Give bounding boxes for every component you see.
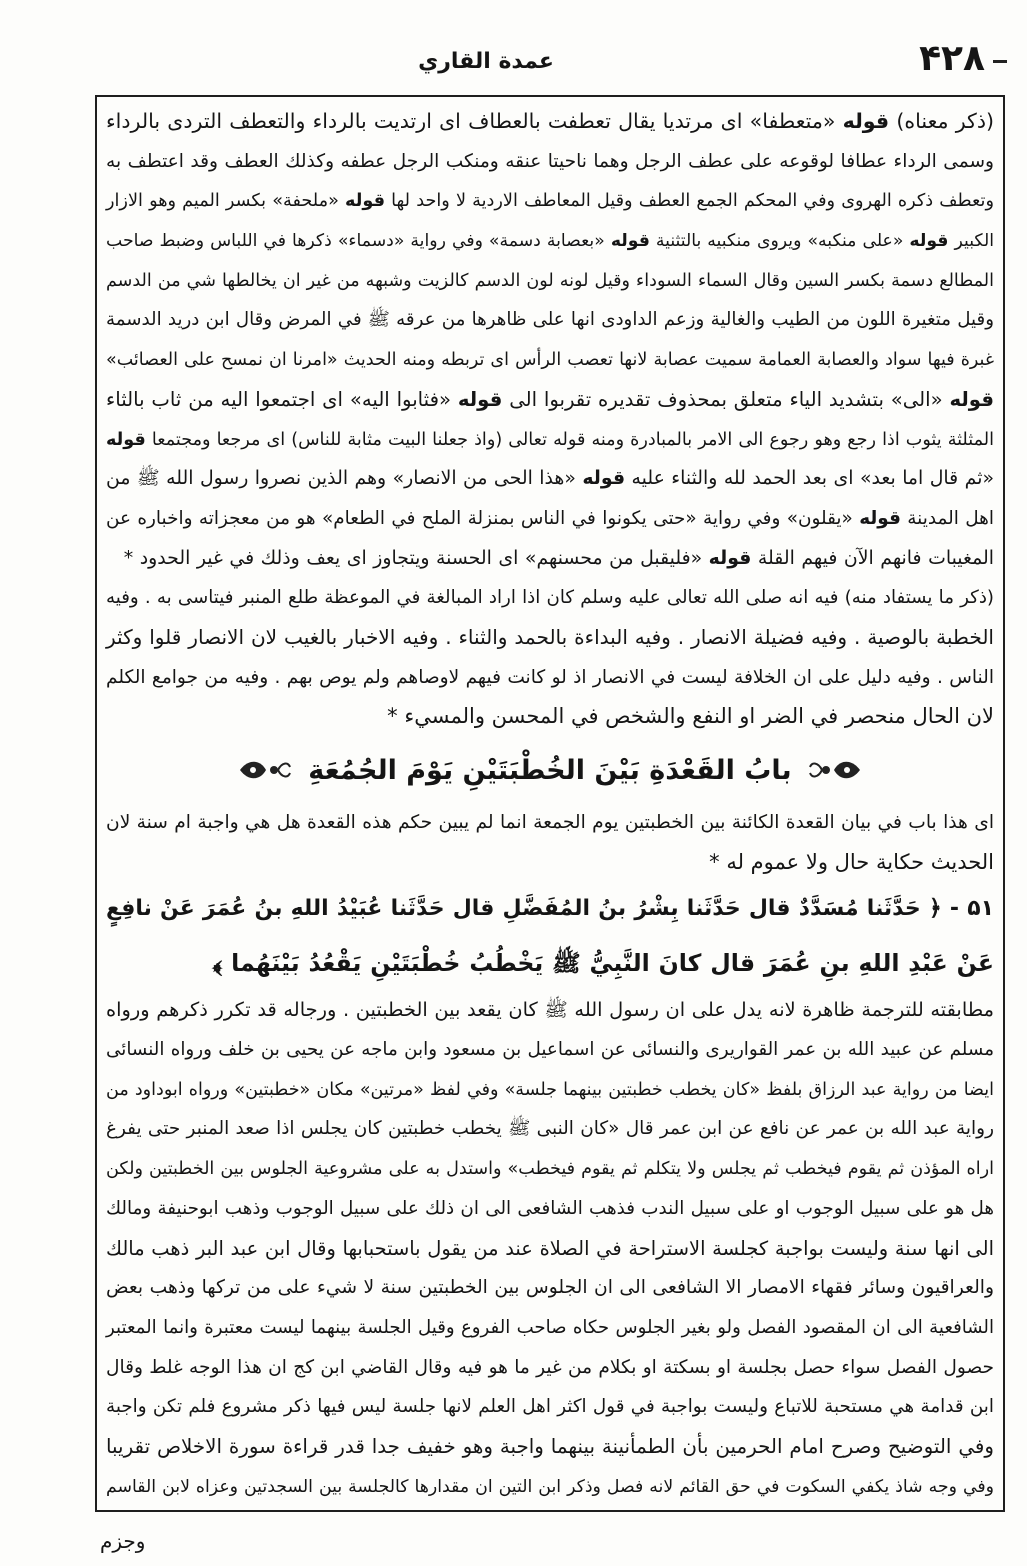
catchword: وجزم [100,1529,146,1553]
text-line [106,1467,994,1507]
text-line [106,618,994,658]
line-text: (ذكر ما يستفاد منه) فيه انه صلى الله تعالى عليه وسلم كان اذا اراد المبالغة في الموعظة طلع المنبر فيتاسى به . وفيه [106,587,994,609]
line-text: المغيبات فانهم الآن فيهم القلة قوله «فليقبل من محسنهم» اى الحسنة ويتجاوز اى يعف وذلك في غير الحدود * [123,546,994,569]
ornament-icon [808,757,862,783]
text-frame [95,95,1005,1512]
text-line [106,1189,994,1229]
line-text: الى انها سنة وليست بواجبة كجلسة الاستراحة في الصلاة عند من يقول باستحبابها وقال ابن عبد البر ذهب مالك [106,1236,994,1260]
line-text: المطالع دسمة بكسر السين وقال السماء السوداء وقيل لونه لون الدسم كالزيت وشبهه من غير ان يخالطها شي من الدسم [106,270,994,291]
line-text: وقيل متغيرة اللون من الطيب والغالية وزعم الداودى انها على ظاهرها من عرقه ﷺ في المرض وقال ابن دريد الدسمة [106,309,994,331]
text-line [106,1109,994,1149]
line-text: اى هذا باب في بيان القعدة الكائنة بين الخطبتين يوم الجمعة انما لم يبين حكم هذه القعدة هل هي واجبة ام سنة لان [106,812,994,833]
text-line [106,142,994,182]
ornament-icon [238,757,292,783]
text-line [106,1387,994,1427]
line-text: غبرة فيها سواد والعصابة العمامة سميت عصابة لانها تعصب الرأس اى تربطه ومنه الحديث «امرنا ان نمسح على العصائب» [106,350,994,371]
text-line [106,1149,994,1189]
text-line [106,843,994,883]
line-text: «ثم قال اما بعد» اى بعد الحمد لله والثناء عليه قوله «هذا الحى من الانصار» وهم الذين نصروا رسول الله ﷺ من [106,467,994,490]
line-text: مسلم عن عبيد الله بن عمر القواريرى والنسائى عن اسماعيل بن مسعود وابن ماجه عن يحيى بن خلف ورواه النسائى [106,1039,994,1061]
line-text: حصول الفصل سواء حصل بجلسة او بسكتة او بكلام من غير ما هو فيه وقال القاضي ابن كج ان هذا الوجه غلط وقال [106,1356,994,1378]
line-text: المثلثة يثوب اذا رجع وهو رجوع الى الامر بالمبادرة ومنه قوله تعالى (واذ جعلنا البيت مثابة للناس) اى مرجعا ومجتمعا قوله [106,429,994,450]
line-text: اهل المدينة قوله «يقلون» وفي رواية «حتى يكونوا في الناس بمنزلة الملح في الطعام» هو من معجزاته واخباره عن [106,507,994,529]
line-text: مطابقته للترجمة ظاهرة لانه يدل على ان رسول الله ﷺ كان يقعد بين الخطبتين . ورجاله قد تكرر ذكرهم ورواه [106,998,994,1022]
line-text: اراه المؤذن ثم يقوم فيخطب ثم يجلس ولا يتكلم ثم يقوم فيخطب» واستدل به على مشروعية الجلوس بين الخطبتين ولكن [106,1159,994,1180]
page-number: ۴۲۸ [919,38,985,79]
line-text: الكبير قوله «على منكبه» ويروى منكبيه بالتثنية قوله «بعصابة دسمة» وفي رواية «دسماء» ذكرها في اللباس وضبط صاحب [106,231,994,252]
hadith-number: ۵۱ [967,896,994,922]
line-text: ابن قدامة هي مستحبة للاتباع وليست بواجبة في قول اكثر اهل العلم لانها جلسة ليس فيها ذكر مشروع فلم تكن واجبة [106,1396,994,1418]
hadith-line-text: عَنْ عَبْدِ اللهِ بنِ عُمَرَ قال كانَ النَّبِيُّ ﷺ يَخْطُبُ خُطْبَتَيْنِ يَقْعُدُ بَيْنَهُما ﴾ [212,949,994,978]
text-line [106,181,994,221]
line-text: هل هو على سبيل الوجوب او على سبيل الندب فذهب الشافعى الى ان ذلك على سبيل الوجوب وذهب ابوحنيفة ومالك [106,1197,994,1219]
hadith-line-text [106,896,994,921]
text-line [106,1427,994,1467]
line-text: الناس . وفيه دليل على ان الخلافة ليست في الانصار اذ لو كانت فيهم لاوصاهم ولم يوص بهم . وفيه من جوامع الكلم [106,666,994,688]
line-text: ايضا من رواية عبد الرزاق بلفظ «كان يخطب خطبتين بينهما جلسة» وفي لفظ «مرتين» مكان «خطبتين» ورواه ابوداود من [106,1079,994,1100]
chapter-heading [106,737,994,803]
text-line [106,658,994,698]
text-line [106,459,994,499]
line-text: لان الحال منحصر في الضر او النفع والشخص في المحسن والمسيء * [387,704,994,729]
line-text: الحديث حكاية حال ولا عموم له * [709,849,994,874]
line-text: قوله «الى» بتشديد الياء متعلق بمحذوف تقديره تقربوا الى قوله «فثابوا اليه» اى اجتمعوا اليه من ثاب بالثاء [105,387,994,411]
line-text: وفي التوضيح وصرح امام الحرمين بأن الطمأنينة بينهما واجبة وهو خفيف جدا قدر قراءة سورة الاخلاص تقريبا [106,1434,994,1458]
hadith-text: - ﴿ حَدَّثَنا مُسَدَّدٌ قال حَدَّثَنا بِشْرُ بنُ المُفَضَّلِ قال حَدَّثَنا عُبَيْدُ اللهِ بنُ عُمَرَ عَنْ نافِعٍ [105,896,960,922]
text-line [106,420,994,460]
text-line [106,102,994,142]
text-line [106,380,994,420]
line-text: الخطبة بالوصية . وفيه فضيلة الانصار . وفيه البداءة بالحمد والثناء . وفيه الاخبار بالغيب لان الانصار قلوا وكثر [106,624,994,649]
text-line [106,340,994,380]
text-line [106,499,994,539]
hadith-line [106,936,994,990]
text-line [106,1030,994,1070]
line-text: رواية عبد الله بن عمر عن نافع عن ابن عمر قال «كان النبى ﷺ يخطب خطبتين كان يجلس اذا صعد المنبر حتى يفرغ [106,1118,994,1140]
line-text: الشافعية الى ان المقصود الفصل ولو بغير الجلوس حكاه صاحب الفروع وقيل الجلسة بينهما ليست معتبرة وانما المعتبر [106,1316,994,1338]
text-line [106,539,994,579]
text-line [106,261,994,301]
text-line [106,990,994,1030]
text-line [106,1308,994,1348]
line-text: وتعطف ذكره الهروى وفي المحكم الجمع العطف وقيل المعاطف الاردية لا واحد لها قوله «ملحفة» بكسر الميم وهو الازار [106,191,994,212]
text-line [106,697,994,737]
text-line [106,1268,994,1308]
text-line [106,578,994,618]
line-text: وفي وجه شاذ يكفي السكوت في حق القائم لانه فصل وذكر ابن التين ان مقدارها كالجلسة بين السجدتين وعزاه لابن القاسم [106,1476,994,1497]
line-text: (ذكر معناه) قوله «متعطفا» اى مرتديا يقال تعطفت بالعطاف اى ارتديت بالرداء والتعطف التردى بالرداء [106,109,994,133]
line-text: وسمى الرداء عطافا لوقوعه على عطف الرجل وهما ناحيتا عنقه ومنكب الرجل عطفه وكذلك العطف وقد اعتطف به [106,150,994,172]
text-line [106,1348,994,1388]
hadith-line [106,882,994,936]
line-text: والعراقيون وسائر فقهاء الامصار الا الشافعى الى ان الجلوس بين الخطبتين سنة لا شيء على من تركها وذهب بعض [106,1277,994,1299]
text-line [106,300,994,340]
text-line [106,1229,994,1269]
running-title: عمدة القاري [418,49,554,74]
text-line [106,803,994,843]
text-line [106,221,994,261]
page-number-dash [993,60,1007,63]
chapter-title: بابُ القَعْدَةِ بَيْنَ الخُطْبَتَيْنِ يَوْمَ الجُمُعَةِ [308,754,792,786]
text-line [106,1070,994,1110]
